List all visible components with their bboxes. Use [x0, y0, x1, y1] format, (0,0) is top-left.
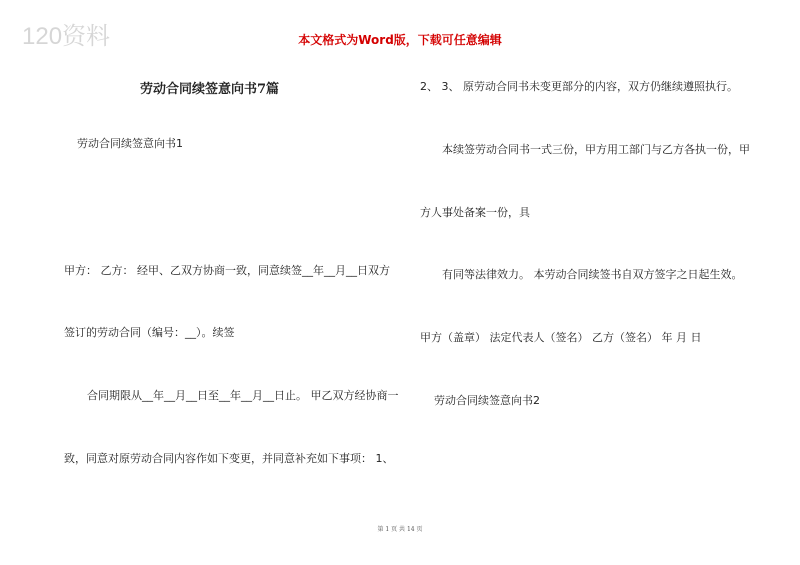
document-title: 劳动合同续签意向书7篇	[140, 82, 280, 97]
signature-line: 甲方（盖章） 法定代表人（签名） 乙方（签名） 年 月 日	[420, 331, 702, 344]
section-heading-1: 劳动合同续签意向书1	[77, 137, 183, 150]
format-banner: 本文格式为Word版，下载可任意编辑	[298, 33, 502, 47]
site-logo: 120资料	[22, 23, 111, 50]
paragraph-line: 方人事处备案一份，具	[420, 206, 530, 219]
paragraph-line: 本续签劳动合同书一式三份，甲方用工部门与乙方各执一份，甲	[442, 143, 750, 156]
paragraph-line: 签订的劳动合同（编号：__）。续签	[64, 326, 235, 339]
paragraph-line: 合同期限从__年__月__日至__年__月__日止。 甲乙双方经协商一	[87, 389, 399, 402]
paragraph-line: 2、 3、 原劳动合同书未变更部分的内容，双方仍继续遵照执行。	[420, 80, 738, 93]
paragraph-line: 致，同意对原劳动合同内容作如下变更，并同意补充如下事项： 1、	[64, 452, 394, 465]
paragraph-line: 甲方： 乙方： 经甲、乙双方协商一致，同意续签__年__月__日双方	[64, 264, 390, 277]
paragraph-line: 有同等法律效力。 本劳动合同续签书自双方签字之日起生效。	[442, 268, 743, 281]
page-number: 第 1 页 共 14 页	[377, 526, 423, 533]
section-heading-2: 劳动合同续签意向书2	[434, 394, 540, 407]
